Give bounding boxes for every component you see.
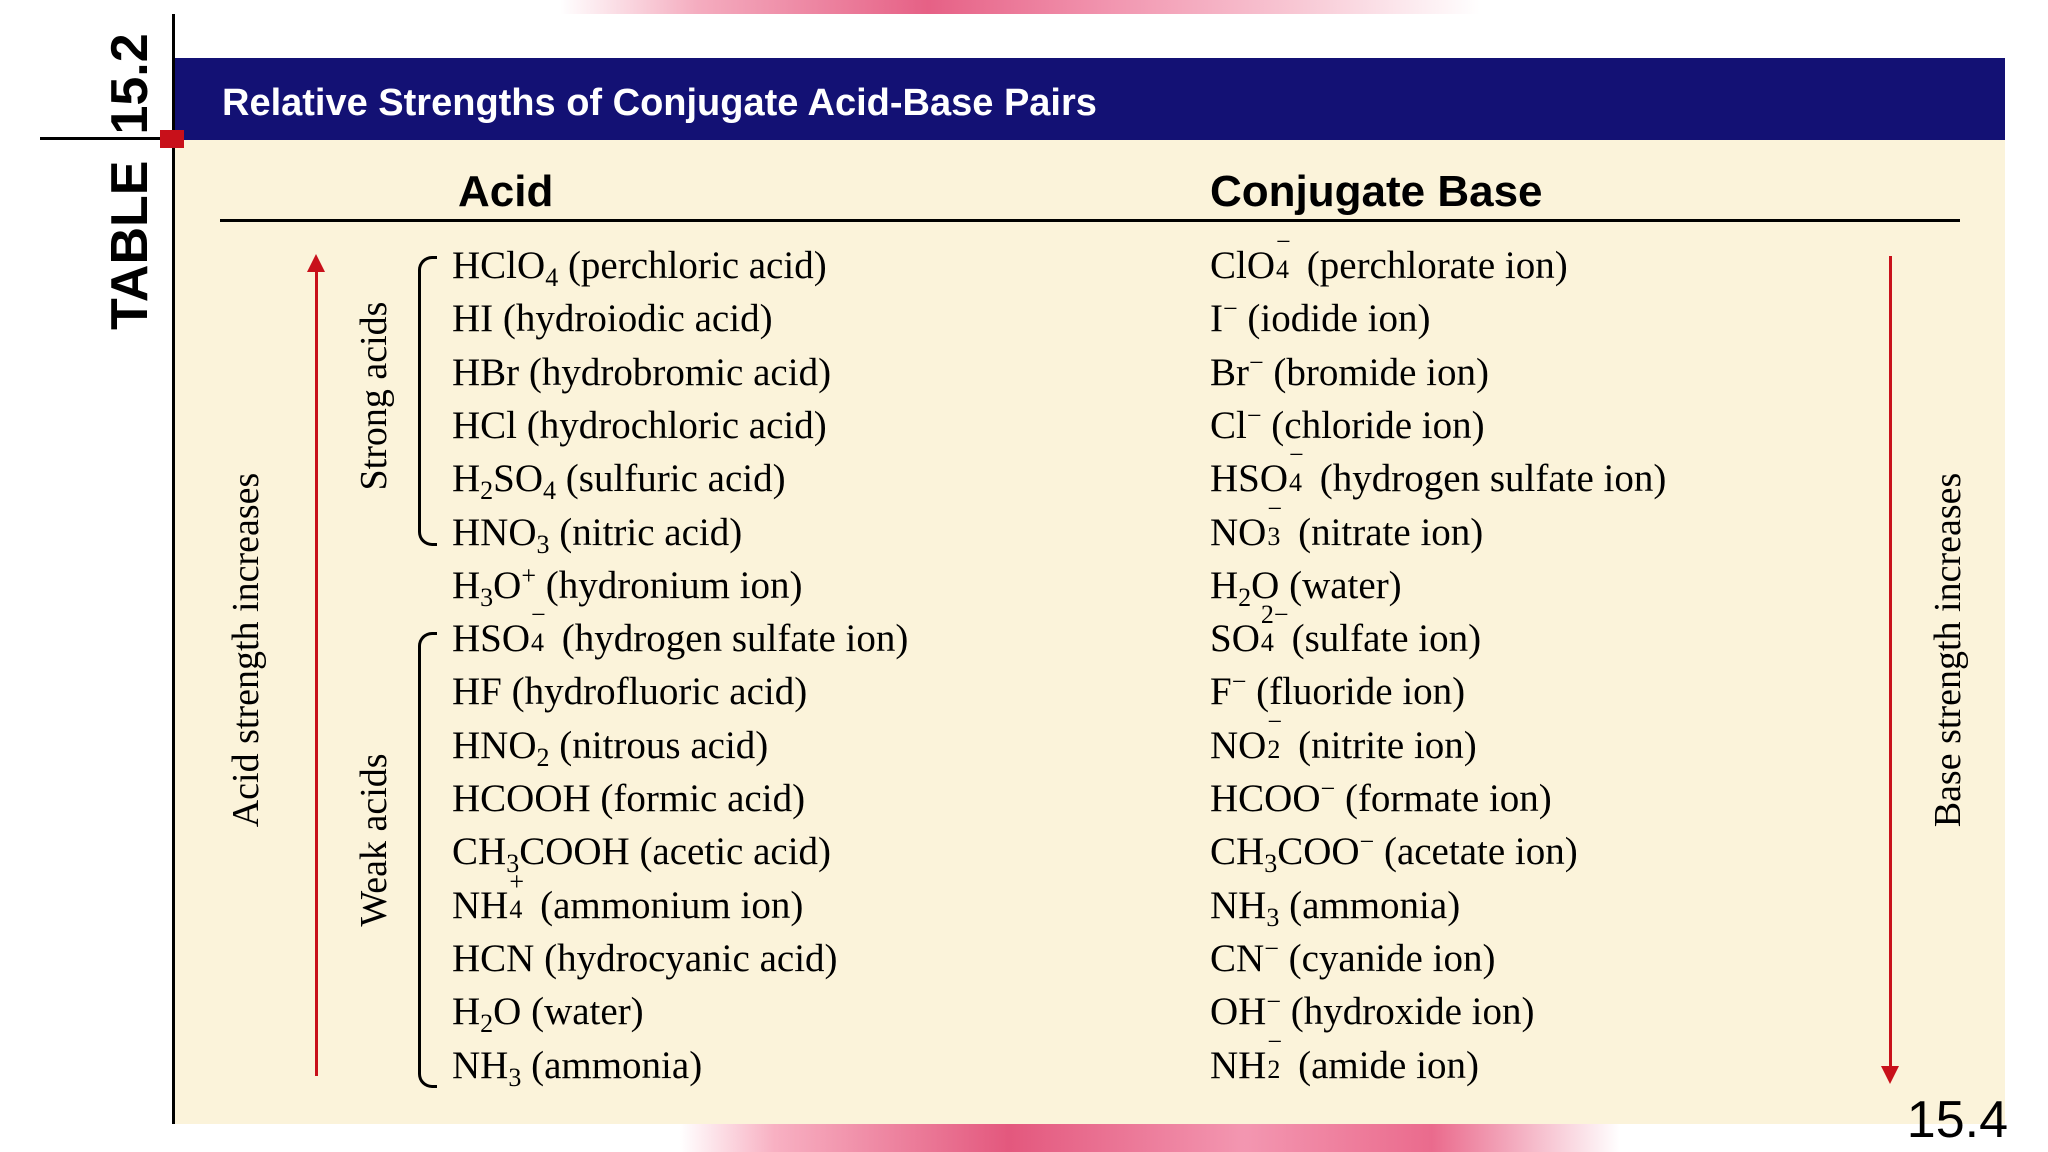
acid-cell: NH + 4 (ammonium ion) bbox=[452, 867, 804, 927]
base-column-header: Conjugate Base bbox=[1210, 167, 1543, 216]
base-cell: $H_2O$ (water) bbox=[1210, 564, 1402, 612]
weak-acids-label: Weak acids bbox=[353, 753, 395, 927]
acid-cell: HBr (hydrobromic acid) bbox=[452, 351, 832, 394]
acid-cell: HCN (hydrocyanic acid) bbox=[452, 937, 838, 980]
acid-cell: HCOOH (formic acid) bbox=[452, 777, 806, 820]
acid-cell: $H_3O^+$ (hydronium ion) bbox=[452, 561, 803, 612]
base-cell: I− (iodide ion) bbox=[1210, 294, 1431, 340]
table-number-label bbox=[100, 0, 160, 330]
acid-strength-arrow bbox=[315, 268, 318, 1076]
acid-cell: $H_2O$ (water) bbox=[452, 990, 644, 1038]
base-cell: NO − 2 (nitrite ion) bbox=[1210, 707, 1477, 767]
base-cell: SO 2− 4 (sulfate ion) bbox=[1210, 600, 1482, 660]
acid-column-header: Acid bbox=[458, 167, 554, 216]
header-rule bbox=[220, 219, 1960, 222]
acid-cell: $CH_3COOH$ (acetic acid) bbox=[452, 830, 832, 878]
strong-acids-bracket bbox=[418, 256, 437, 546]
base-strength-arrow bbox=[1889, 256, 1892, 1068]
table-panel bbox=[175, 58, 2005, 1124]
table-label-rule bbox=[40, 137, 175, 140]
table-label-number: 15.2 bbox=[101, 33, 159, 135]
acid-cell: $H_2SO_4$ (sulfuric acid) bbox=[452, 457, 786, 505]
acid-cell: HCl (hydrochloric acid) bbox=[452, 404, 827, 447]
acid-cell: HSO − 4 (hydrogen sulfate ion) bbox=[452, 600, 909, 660]
acid-cell: $NH_3$ (ammonia) bbox=[452, 1044, 703, 1092]
acid-cell: HClO$_4$ (perchloric acid) bbox=[452, 244, 827, 292]
acid-strength-label: Acid strength increases bbox=[225, 472, 267, 828]
base-cell: $NH_3$ (ammonia) bbox=[1210, 884, 1461, 932]
base-cell: HCOO− (formate ion) bbox=[1210, 774, 1552, 820]
page-number: 15.4 bbox=[1906, 1091, 2008, 1149]
base-cell: $CH_3COO^-$ (acetate ion) bbox=[1210, 827, 1578, 878]
bottom-decoration bbox=[680, 1124, 1620, 1152]
corner-marker bbox=[160, 130, 184, 148]
base-cell: NO − 3 (nitrate ion) bbox=[1210, 494, 1484, 554]
arrow-up-icon bbox=[307, 254, 325, 272]
base-cell: OH− (hydroxide ion) bbox=[1210, 987, 1535, 1033]
acid-cell: $HNO_3$ (nitric acid) bbox=[452, 511, 743, 559]
acid-cell: HI (hydroiodic acid) bbox=[452, 297, 773, 340]
base-cell: F− (fluoride ion) bbox=[1210, 667, 1466, 713]
acid-cell: HF (hydrofluoric acid) bbox=[452, 670, 808, 713]
base-cell: ClO − 4 (perchlorate ion) bbox=[1210, 227, 1568, 287]
base-cell: Br− (bromide ion) bbox=[1210, 348, 1489, 394]
arrow-down-icon bbox=[1881, 1066, 1899, 1084]
base-cell: HSO − 4 (hydrogen sulfate ion) bbox=[1210, 440, 1667, 500]
base-cell: NH − 2 (amide ion) bbox=[1210, 1027, 1479, 1087]
table-title: Relative Strengths of Conjugate Acid-Base Pairs bbox=[222, 82, 1097, 124]
base-strength-label: Base strength increases bbox=[1927, 472, 1969, 828]
acid-cell: $HNO_2$ (nitrous acid) bbox=[452, 724, 769, 772]
weak-acids-bracket bbox=[418, 632, 437, 1088]
table-label-word: TABLE bbox=[101, 160, 159, 330]
base-cell: Cl− (chloride ion) bbox=[1210, 401, 1485, 447]
base-cell: CN− (cyanide ion) bbox=[1210, 934, 1496, 980]
strong-acids-label: Strong acids bbox=[353, 301, 395, 491]
top-decoration bbox=[560, 0, 1480, 14]
